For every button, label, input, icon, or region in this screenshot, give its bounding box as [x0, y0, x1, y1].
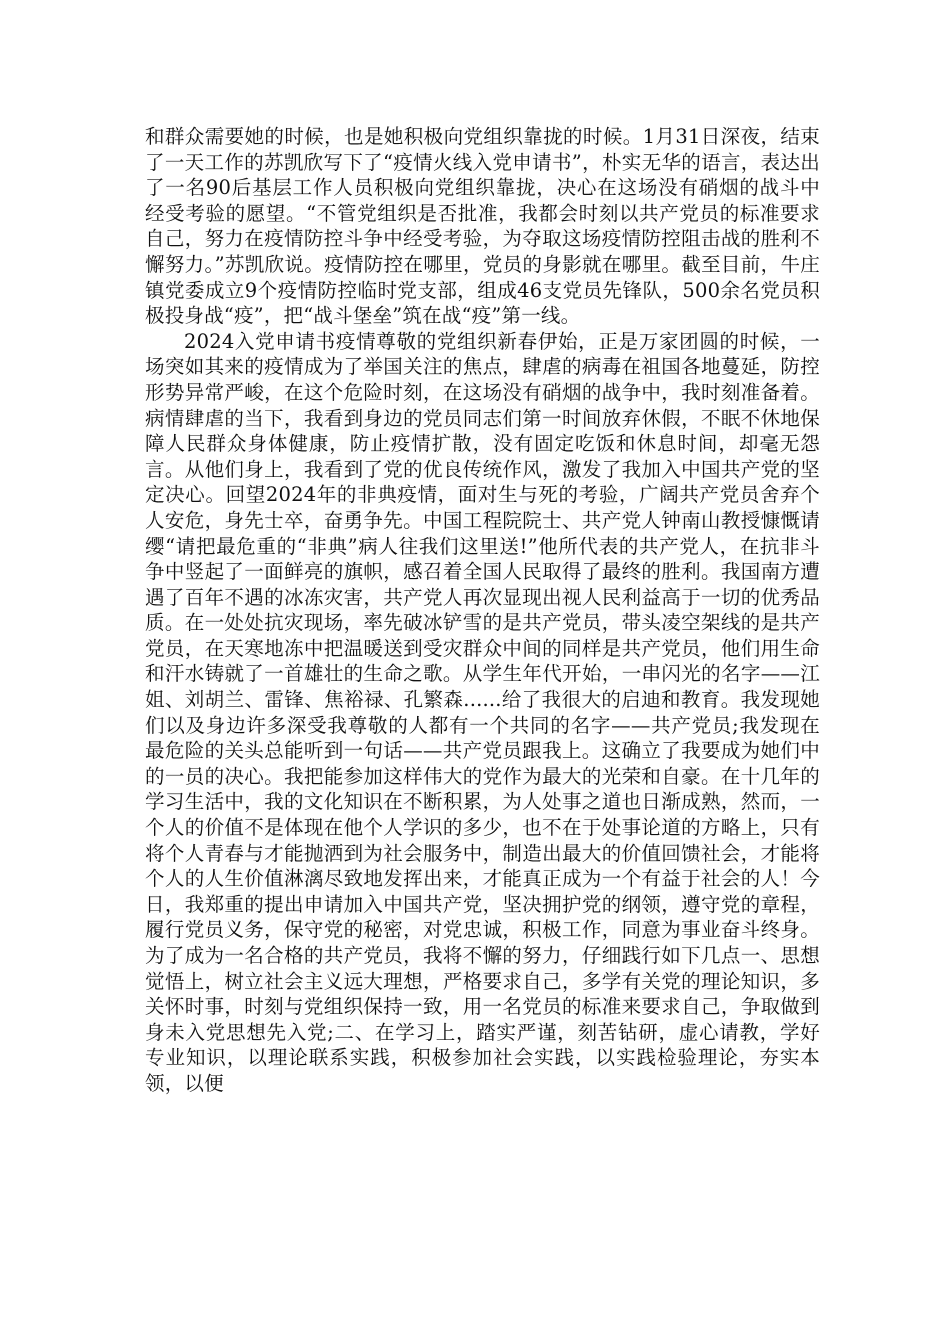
paragraph-continuation: 和群众需要她的时候，也是她积极向党组织靠拢的时候。1月31日深夜，结束了一天工作的苏凯欣写下了“疫情火线入党申请书”，朴实无华的语言，表达出了一名90后基层工作人员积极向党组织靠拢，决心在这场没有硝烟的战斗中经受考验的愿望。“不管党组织是否批准，我都会时刻以共产党员的标准要求自己，努力在疫情防控斗争中经受考验，为夺取这场疫情防控阻击战的胜利不懈努力。”苏凯欣说。疫情防控在哪里，党员的身影就在哪里。截至目前，牛庄镇党委成立9个疫情防控临时党支部，组成46支党员先锋队，500余名党员积极投身战“疫”，把“战斗堡垒”筑在战“疫”第一线。 [145, 125, 820, 328]
paragraph-application-letter: 2024入党申请书疫情尊敬的党组织新春伊始，正是万家团圆的时候，一场突如其来的疫情成为了举国关注的焦点，肆虐的病毒在祖国各地蔓延，防控形势异常严峻，在这个危险时刻，在这场没有硝烟的战争中，我时刻准备着。病情肆虐的当下，我看到身边的党员同志们第一时间放弃休假，不眠不休地保障人民群众身体健康，防止疫情扩散，没有固定吃饭和休息时间，却毫无怨言。从他们身上，我看到了党的优良传统作风，激发了我加入中国共产党的坚定决心。回望2024年的非典疫情，面对生与死的考验，广阔共产党员舍弃个人安危，身先士卒，奋勇争先。中国工程院院士、共产党人钟南山教授慷慨请缨“请把最危重的“非典”病人往我们这里送!”他所代表的共产党人，在抗非斗争中竖起了一面鲜亮的旗帜，感召着全国人民取得了最终的胜利。我国南方遭遇了百年不遇的冰冻灾害，共产党人再次显现出视人民利益高于一切的优秀品质。在一处处抗灾现场，率先破冰铲雪的是共产党员，带头凌空架线的是共产党员，在天寒地冻中把温暖送到受灾群众中间的同样是共产党员，他们用生命和汗水铸就了一首雄壮的生命之歌。从学生年代开始，一串闪光的名字——江姐、刘胡兰、雷锋、焦裕禄、孔繁森......给了我很大的启迪和教育。我发现她们以及身边许多深受我尊敬的人都有一个共同的名字——共产党员;我发现在最危险的关头总能听到一句话——共产党员跟我上。这确立了我要成为她们中的一员的决心。我把能参加这样伟大的党作为最大的光荣和自豪。在十几年的学习生活中，我的文化知识在不断积累，为人处事之道也日渐成熟，然而，一个人的价值不是体现在他个人学识的多少，也不在于处事论道的方略上，只有将个人青春与才能抛洒到为社会服务中，制造出最大的价值回馈社会，才能将个人的人生价值淋漓尽致地发挥出来，才能真正成为一个有益于社会的人！今日，我郑重的提出申请加入中国共产党，坚决拥护党的纲领，遵守党的章程，履行党员义务，保守党的秘密，对党忠诚，积极工作，同意为事业奋斗终身。为了成为一名合格的共产党员，我将不懈的努力，仔细践行如下几点一、思想觉悟上，树立社会主义远大理想，严格要求自己，多学有关党的理论知识，多关怀时事，时刻与党组织保持一致，用一名党员的标准来要求自己，争取做到身未入党思想先入党;二、在学习上，踏实严谨，刻苦钻研，虚心请教，学好专业知识，以理论联系实践，积极参加社会实践，以实践检验理论，夯实本领，以便 [145, 329, 820, 1095]
document-body [145, 124, 820, 1097]
